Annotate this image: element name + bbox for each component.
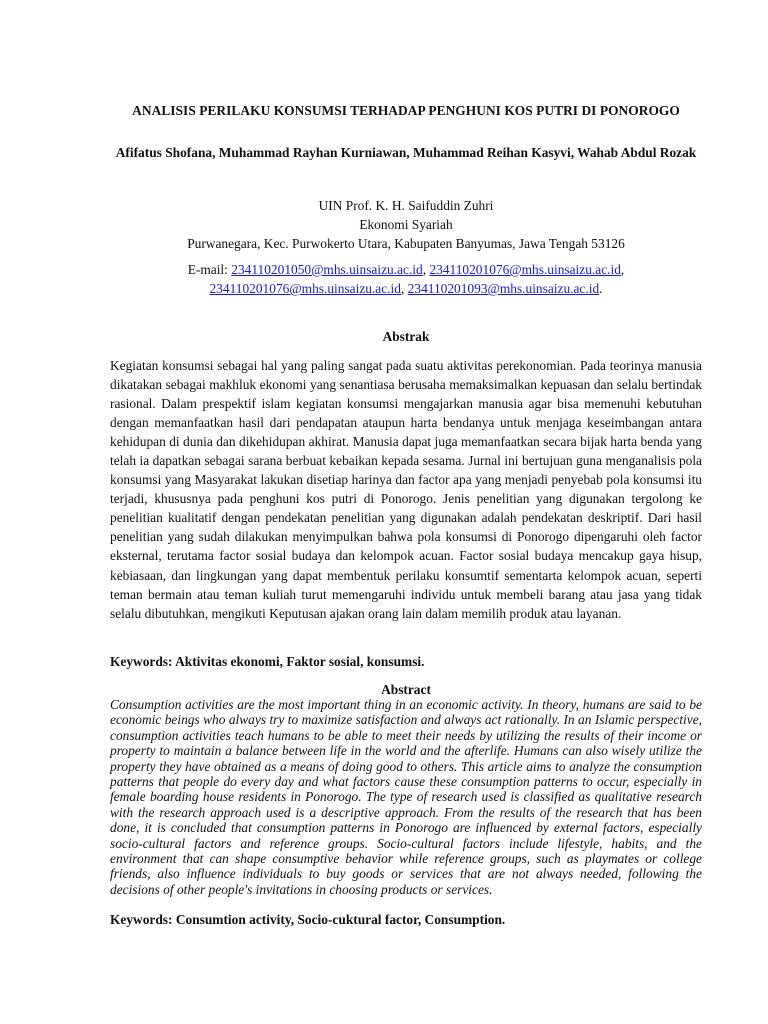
email-block: E-mail: 234110201050@mhs.uinsaizu.ac.id, 234110201076@mhs.uinsaizu.ac.id, 234110201076@mhs.uinsaizu.ac.id, 234110201093@mhs.uinsaizu.ac.id. [187,262,625,296]
abstract-body: Consumption activities are the most important thing in an economic activity. In theory, humans are said to be economic beings who always try to maximize satisfaction and always act rationally. In an Islamic perspective, consumption activities teach humans to be able to meet their needs by utilizing the results of their income or property to maintain a balance between life in the world and the afterlife. Humans can also wisely utilize the property they have obtained as a means of doing good to others. This article aims to analyze the consumption patterns that people do every day and what factors cause these consumption patterns to occur, especially in female boarding house residents in Ponorogo. The type of research used is classified as qualitative research with the research approach used is a descriptive approach. From the results of the research that has been done, it is concluded that consumption patterns in Ponorogo are influenced by external factors, especially socio-cultural factors and reference groups. Socio-cultural factors include lifestyle, habits, and the environment that can shape consumptive behavior while reference groups, such as playmates or college friends, also influence individuals to buy goods or services that are not always needed, following the decisions of other people's invitations in choosing products or services. [110,697,702,897]
email-link-1[interactable]: 234110201050@mhs.uinsaizu.ac.id [231,262,423,277]
keywords-english: Keywords: Consumtion activity, Socio-cuktural factor, Consumption. [110,912,506,927]
institution-name: UIN Prof. K. H. Saifuddin Zuhri [318,198,494,213]
email-link-3[interactable]: 234110201076@mhs.uinsaizu.ac.id [209,281,401,296]
keywords-indonesian: Keywords: Aktivitas ekonomi, Faktor sosial, konsumsi. [110,654,425,669]
paper-title: ANALISIS PERILAKU KONSUMSI TERHADAP PENGHUNI KOS PUTRI DI PONOROGO [132,103,680,118]
email-label: E-mail: [187,262,228,277]
abstrak-body: Kegiatan konsumsi sebagai hal yang paling sangat pada suatu aktivitas perekonomian. Pada teorinya manusia dikatakan sebagai makhluk ekonomi yang senantiasa berusaha memaksimalkan kepuasan dan selalu bertindak rasional. Dalam prespektif islam kegiatan konsumsi mengajarkan manusia agar bisa memenuhi kebutuhan dengan memanfaatkan hasil dari pendapatan ataupun harta bendanya untuk menjaga keseimbangan antara kehidupan di dunia dan dikehidupan akhirat. Manusia dapat juga memanfaatkan secara bijak harta benda yang telah ia dapatkan sebagai sarana berbuat kebaikan kepada sesama. Jurnal ini bertujuan guna menganalisis pola konsumsi yang Masyarakat lakukan disetiap harinya dan factor apa yang menjadi penyebab pola konsumsi itu terjadi, khususnya pada penghuni kos putri di Ponorogo. Jenis penelitian yang digunakan tergolong ke penelitian kualitatif dengan pendekatan penelitian yang digunakan adalah pendekatan deskriptif. Dari hasil penelitian yang sudah dilakukan menyimpulkan bahwa pola konsumsi di Ponorogo dipengaruhi oleh factor eksternal, terutama factor sosial budaya dan kelompok acuan. Factor sosial budaya mencakup gaya hisup, kebiasaan, dan lingkungan yang dapat membentuk perilaku konsumtif sementarta kelompok acuan, seperti teman bermain atau teman kuliah turut memengaruhi individu untuk membeli barang atau jasa yang tidak selalu dibutuhkan, mengikuti Keputusan ajakan orang lain dalam memilih produk atau layanan. [110,358,702,621]
affiliation-block [110,196,702,253]
author-list: Afifatus Shofana, Muhammad Rayhan Kurniawan, Muhammad Reihan Kasyvi, Wahab Abdul Rozak [115,145,697,160]
department-name: Ekonomi Syariah [359,217,453,232]
email-link-4[interactable]: 234110201093@mhs.uinsaizu.ac.id [407,281,600,296]
institution-address: Purwanegara, Kec. Purwokerto Utara, Kabupaten Banyumas, Jawa Tengah 53126 [187,236,625,251]
abstract-heading: Abstract [381,682,431,697]
abstrak-heading: Abstrak [382,329,430,344]
email-link-2[interactable]: 234110201076@mhs.uinsaizu.ac.id [429,262,621,277]
